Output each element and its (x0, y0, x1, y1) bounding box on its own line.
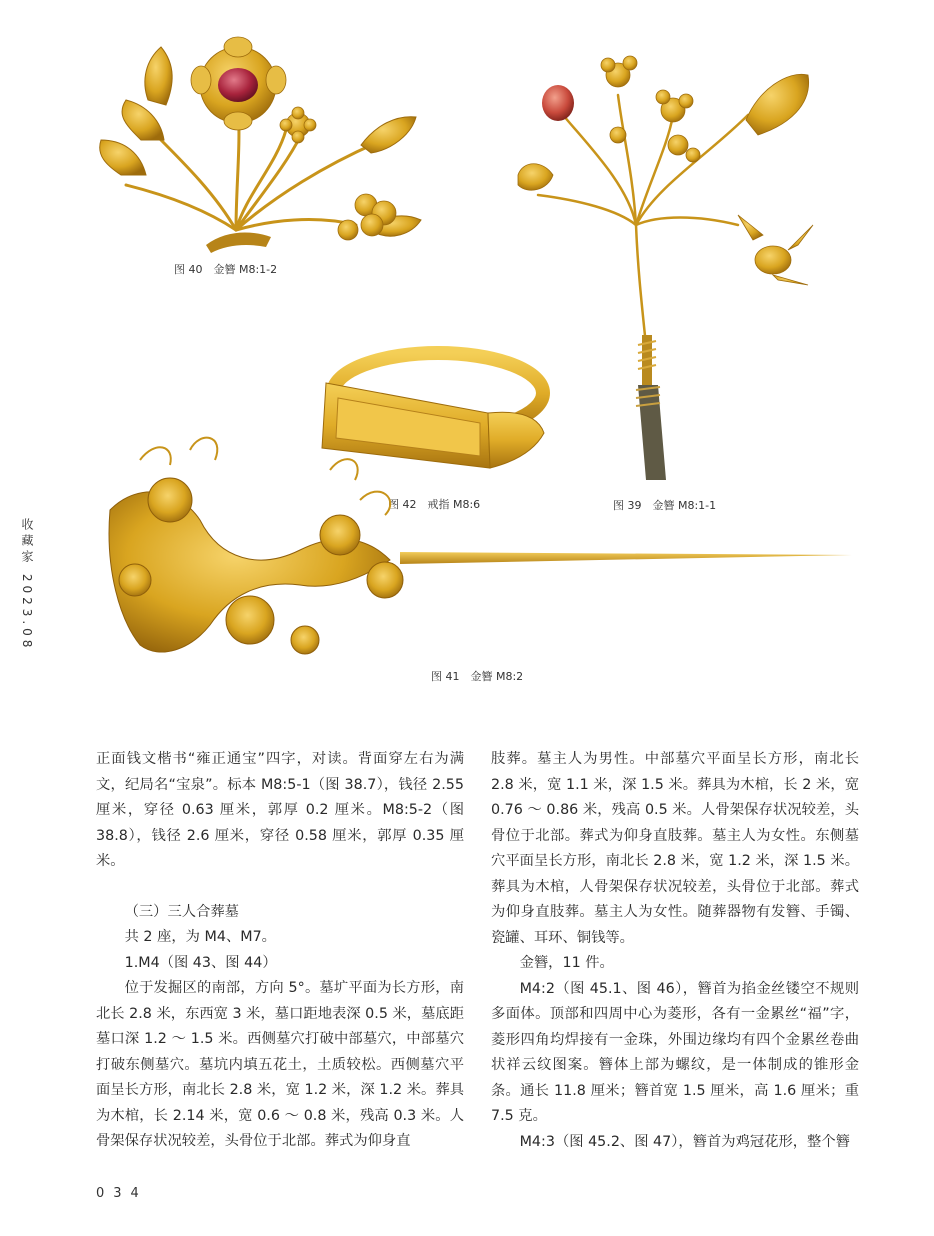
gold-hairpin-flower-illustration (86, 25, 451, 257)
paragraph: 正面钱文楷书“雍正通宝”四字，对读。背面穿左右为满文，纪局名“宝泉”。标本 M8:5-1（图 38.7），钱径 2.55 厘米，穿径 0.63 厘米，郭厚 0.2 厘米。M8:5-2（图 38.8），钱径 2.6 厘米，穿径 0.58 厘米，郭厚 0.35 厘米。 (96, 751, 464, 869)
subsection-heading: 1.M4（图 43、图 44） (124, 954, 277, 971)
figure-39-caption: 图 39 金簪 M8:1-1 (613, 499, 717, 512)
paragraph: 金簪，11 件。 (519, 955, 614, 971)
left-text-column (96, 747, 464, 1155)
figure-39-gold-hairpin (508, 35, 848, 512)
figure-40-gold-hairpin (86, 25, 451, 276)
gold-hairpin-ruby-illustration (508, 35, 848, 485)
dragon-hairpin-illustration (100, 420, 860, 665)
figure-42-caption: 图 42 戒指 M8:6 (388, 498, 481, 511)
figure-40-caption: 图 40 金簪 M8:1-2 (174, 263, 278, 276)
paragraph: 肢葬。墓主人为男性。中部墓穴平面呈长方形，南北长 2.8 米，宽 1.1 米，深 1.5 米。葬具为木棺，长 2 米，宽 0.76 ～ 0.86 米，残高 0.5 米。人骨架保存状况较差，头骨位于北部。葬式为仰身直肢葬。墓主人为女性。东侧墓穴平面呈长方形，南北长 2.8 米，宽 1.2 米，深 1.5 米。葬具为木棺，人骨架保存状况较差，头骨位于北部。葬式为仰身直肢葬。墓主人为女性。随葬器物有发簪、手镯、瓷罐、耳环、铜钱等。 (491, 751, 859, 946)
paragraph: M4:2（图 45.1、图 46），簪首为掐金丝镂空不规则多面体。顶部和四周中心为菱形，各有一金累丝“福”字，菱形四角均焊接有一金珠，外围边缘均有四个金累丝卷曲状祥云纹图案。簪体上部为螺纹，是一体制成的锥形金条。通长 11.8 厘米；簪首宽 1.5 厘米，高 1.6 厘米；重 7.5 克。 (491, 980, 859, 1124)
page-number: 034 (96, 1186, 148, 1201)
figure-41-caption: 图 41 金簪 M8:2 (431, 670, 524, 683)
paragraph: M4:3（图 45.2、图 47），簪首为鸡冠花形，整个簪 (519, 1133, 850, 1150)
paragraph: 共 2 座，为 M4、M7。 (124, 929, 276, 945)
figure-41-dragon-hairpin (100, 420, 860, 682)
paragraph: 位于发掘区的南部，方向 5°。墓圹平面为长方形，南北长 2.8 米，东西宽 3 米，墓口距地表深 0.5 米，墓底距墓口深 1.2 ～ 1.5 米。西侧墓穴打破中部墓穴，中部墓穴打破东侧墓穴。墓坑内填五花土，土质较松。西侧墓穴平面呈长方形，南北长 2.8 米，宽 1.2 米，深 1.2 米。葬具为木棺，长 2.14 米，宽 0.6 ～ 0.8 米，残高 0.3 米。人骨架保存状况较差，头骨位于北部。葬式为仰身直 (96, 980, 464, 1149)
magazine-issue-label: 收藏家 2023.08 (20, 518, 34, 652)
right-text-column (491, 747, 859, 1155)
section-heading: （三）三人合葬墓 (124, 903, 239, 920)
